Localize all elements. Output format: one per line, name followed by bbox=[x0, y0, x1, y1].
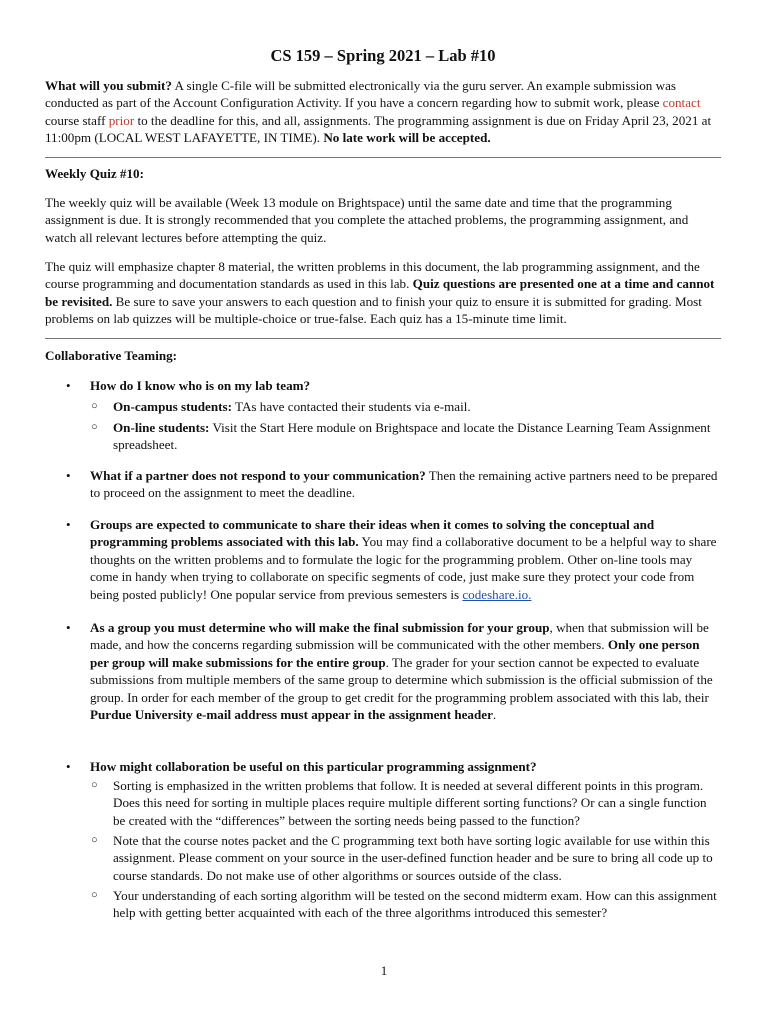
bullet-3-text: You may find a collaborative document to be a helpful way to share thoughts on the written problems and to formulate the logic for the programming problem. Other on-line tools may come in handy when trying to collaborate on specific segments of code, just make sure they protect your code from being posted publicly! One popular service from previous semesters is bbox=[90, 534, 717, 602]
bullet-icon: • bbox=[66, 620, 71, 635]
bullet-icon: • bbox=[66, 468, 71, 483]
page-number: 1 bbox=[380, 963, 388, 978]
sub-list-item bbox=[45, 887, 721, 922]
section-divider bbox=[45, 157, 721, 158]
circle-bullet-icon: ○ bbox=[91, 779, 98, 791]
bullet-4-text-1: , when that submission will be made, and how the concerns regarding submission will be communicated with the other members. bbox=[90, 620, 709, 653]
list-item bbox=[45, 377, 721, 394]
sub-text: TAs have contacted their students via e-mail. bbox=[231, 399, 471, 414]
bullet-5-text: How might collaboration be useful on this particular programming assignment? bbox=[90, 759, 537, 774]
bullet-2-label: What if a partner does not respond to your communication? bbox=[90, 468, 426, 483]
bullet-4-bold-3: Purdue University e-mail address must appear in the assignment header bbox=[90, 707, 493, 723]
sub-label: On-line students: bbox=[113, 420, 210, 435]
page-title: CS 159 – Spring 2021 – Lab #10 bbox=[270, 46, 496, 65]
list-item bbox=[45, 516, 721, 603]
sub-list-item bbox=[45, 419, 721, 454]
bullet-icon: • bbox=[66, 378, 71, 393]
list-item bbox=[45, 619, 721, 723]
circle-bullet-icon: ○ bbox=[91, 834, 98, 846]
quiz-p2-text-c: Be sure to save your answers to each question and to finish your quiz to ensure it is submitted for grading. Most problems on lab quizzes will be multiple-choice or true-false. Each quiz has a 15-minute time limit. bbox=[45, 293, 702, 327]
bullet-icon: • bbox=[66, 517, 71, 532]
bullet-4-text-3: . bbox=[492, 707, 497, 723]
bullet-1-text: How do I know who is on my lab team? bbox=[90, 378, 311, 393]
sub-text: Visit the Start Here module on Brightspace and locate the Distance Learning Team Assignment spreadsheet. bbox=[113, 420, 711, 453]
circle-bullet-icon: ○ bbox=[91, 400, 98, 412]
sub-text: Sorting is emphasized in the written problems that follow. It is needed at several different points in this program. Does this need for sorting in multiple places require multiple different sorting functions? Or can a single function be created with the “differences” between the sorting needs being passed to the function? bbox=[113, 778, 707, 828]
quiz-heading-text: Weekly Quiz #10: bbox=[45, 166, 144, 181]
team-heading-text: Collaborative Teaming: bbox=[45, 348, 178, 363]
bullet-4-bold-2: Only one person per group will make submissions for the entire group bbox=[90, 637, 700, 670]
quiz-p2-text-a: The quiz will emphasize chapter 8 material, the written problems in this document, the lab programming assignment, and the course programming and documentation standards as used in this lab. bbox=[45, 259, 700, 292]
list-item bbox=[45, 758, 721, 775]
section-divider bbox=[45, 338, 721, 339]
sub-list-item bbox=[45, 777, 721, 829]
quiz-paragraph-1: The weekly quiz will be available (Week 13 module on Brightspace) until the same date and time that the programming assignment is due. It is strongly recommended that you complete the attached problems, the programming assignment, and watch all relevant lectures before attempting the quiz. bbox=[45, 195, 689, 245]
bullet-4-label: As a group you must determine who will make the final submission for your group bbox=[90, 620, 550, 635]
quiz-paragraph-2 bbox=[45, 258, 721, 328]
late-work-note: No late work will be accepted. bbox=[323, 130, 491, 146]
bullet-2-text: Then the remaining active partners need to be prepared to proceed on the assignment to meet the deadline. bbox=[90, 468, 718, 501]
bullet-3-label: Groups are expected to communicate to share their ideas when it comes to solving the conceptual and programming problems associated with this lab. bbox=[90, 517, 655, 550]
intro-text-1: A single C-file will be submitted electronically via the guru server. An example submission was conducted as part of the Account Configuration Activity. If you have a concern regarding how to submit work, please bbox=[45, 78, 676, 111]
sub-text: Note that the course notes packet and the C programming text both have sorting logic available for use within this assignment. Please comment on your source in the user-defined function header and be sure to bring all code up to course standards. Do not make use of other algorithms or sources outside of the class. bbox=[113, 833, 713, 883]
sub-list-item bbox=[45, 398, 721, 415]
list-item bbox=[45, 467, 721, 502]
intro-label: What will you submit? bbox=[45, 78, 172, 93]
intro-text-2: course staff bbox=[45, 112, 109, 128]
prior-link[interactable]: prior bbox=[108, 112, 135, 128]
contact-link[interactable]: contact bbox=[662, 95, 701, 111]
intro-text-3: to the deadline for this, and all, assignments. The programming assignment is due on Friday April 23, 2021 at 11:00pm (LOCAL WEST LAFAYETTE, IN TIME). bbox=[45, 112, 712, 146]
codeshare-link[interactable]: codeshare.io. bbox=[462, 586, 532, 602]
team-heading bbox=[45, 347, 721, 364]
quiz-heading bbox=[45, 165, 721, 182]
sub-label: On-campus students: bbox=[113, 399, 232, 414]
quiz-p2-bold: Quiz questions are presented one at a time and cannot be revisited. bbox=[45, 276, 715, 309]
bullet-icon: • bbox=[66, 759, 71, 774]
bullet-4-text-2: . The grader for your section cannot be expected to evaluate submissions from multiple members of the same group to determine which submission is the official submission of the group. In order for each member of the group to get credit for the programming problem associated with this lab, their bbox=[90, 654, 713, 705]
circle-bullet-icon: ○ bbox=[91, 889, 98, 901]
sub-text: Your understanding of each sorting algorithm will be tested on the second midterm exam. How can this assignment help with getting better acquainted with each of the three algorithms introduced this semester? bbox=[113, 888, 717, 921]
sub-list-item bbox=[45, 832, 721, 884]
circle-bullet-icon: ○ bbox=[91, 421, 98, 433]
intro-paragraph bbox=[45, 77, 721, 147]
